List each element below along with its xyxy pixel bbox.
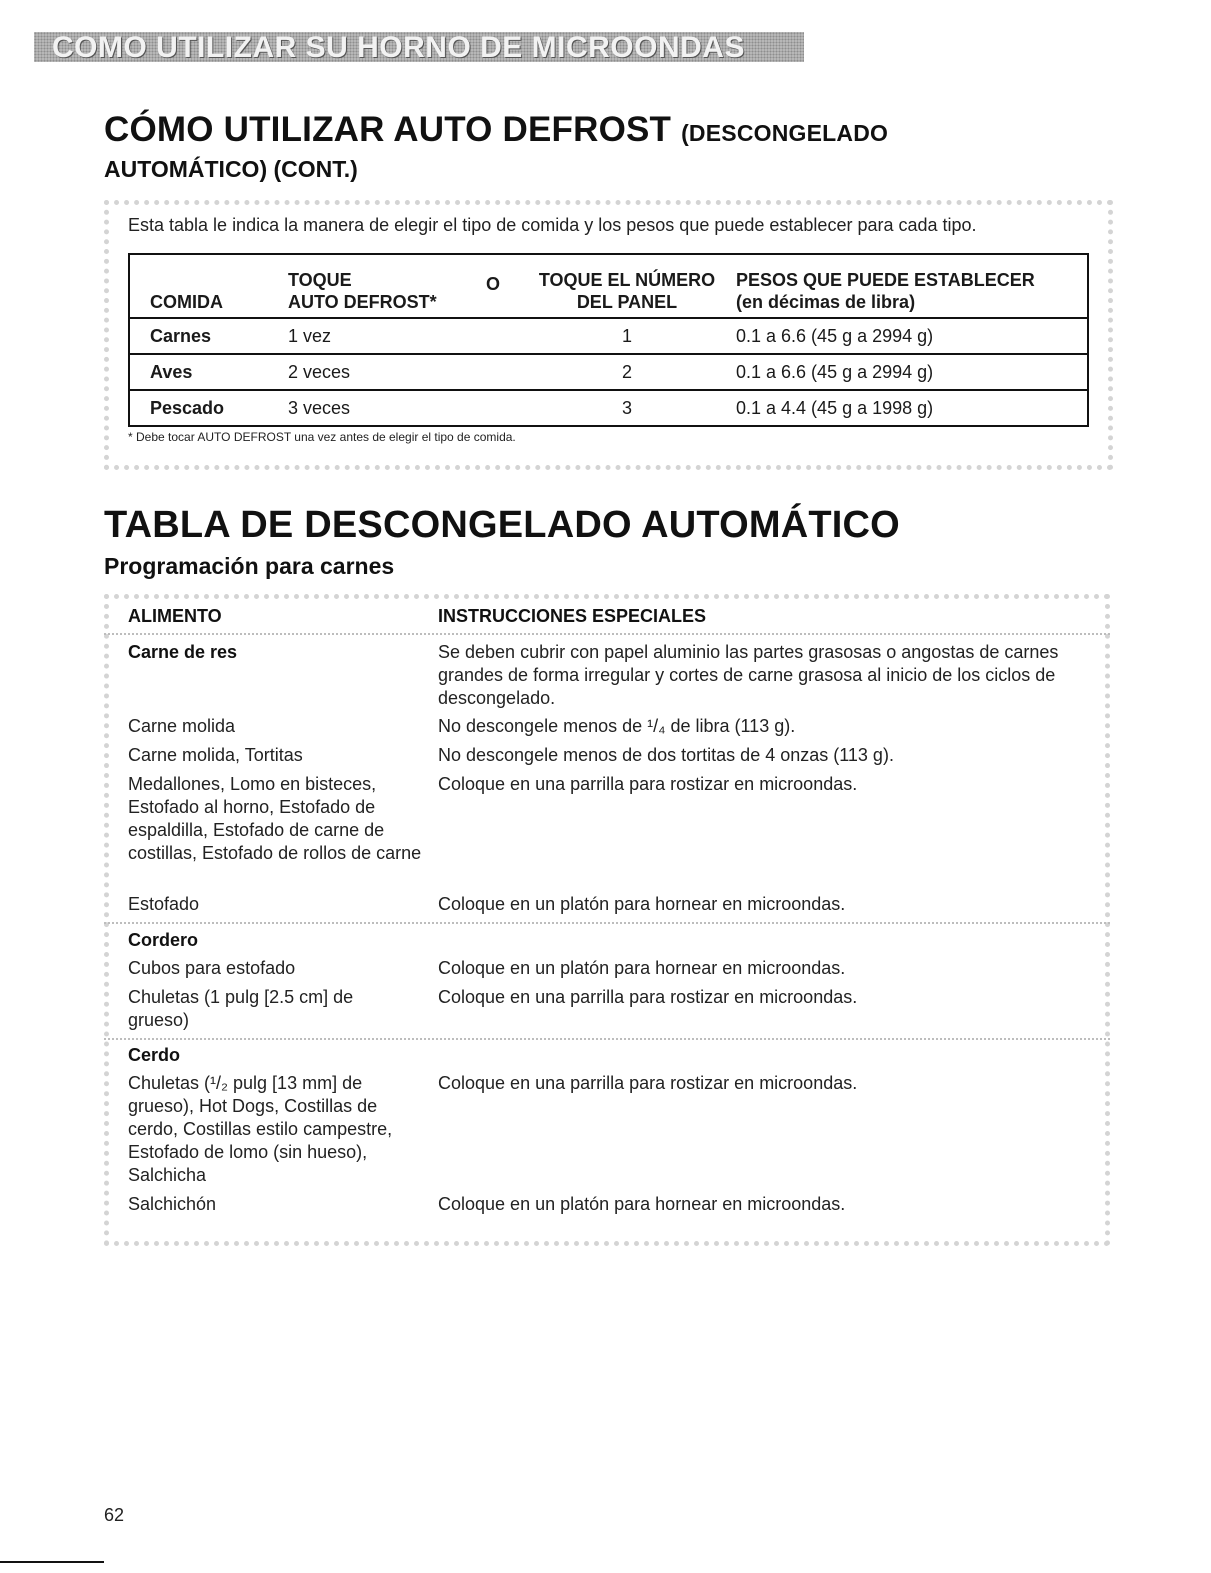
table-row (129, 354, 1088, 390)
divider (104, 922, 1110, 924)
item-food: Carne molida (128, 716, 236, 736)
auto-defrost-table (128, 253, 1089, 427)
item-food: Carne molida, Tortitas (128, 745, 303, 765)
row-weights: 0.1 a 4.4 (45 g a 1998 g) (736, 390, 1088, 426)
intro-text: Esta tabla le indica la manera de elegir el tipo de comida y los pesos que puede establecer para cada tipo. (128, 215, 977, 235)
item-instructions: Coloque en una parrilla para rostizar en microondas. (438, 774, 858, 794)
header-food: COMIDA (129, 254, 288, 318)
row-weights: 0.1 a 6.6 (45 g a 2994 g) (736, 354, 1088, 390)
header-touch: TOQUE AUTO DEFROST* (288, 254, 468, 318)
item-food: Chuletas (¹/₂ pulg [13 mm] de grueso), Hot Dogs, Costillas de cerdo, Costillas estilo campestre, Estofado de lomo (sin hueso), Salchicha (128, 1073, 393, 1185)
item-instructions: Coloque en una parrilla para rostizar en microondas. (438, 1073, 858, 1093)
item-instructions: Coloque en un platón para hornear en microondas. (438, 958, 846, 978)
item-instructions: Coloque en una parrilla para rostizar en microondas. (438, 987, 858, 1007)
section-title-line2: AUTOMÁTICO) (CONT.) (104, 156, 358, 182)
section-banner (34, 32, 804, 62)
row-weights: 0.1 a 6.6 (45 g a 2994 g) (736, 318, 1088, 354)
section-title (104, 110, 888, 150)
row-touch: 1 vez (288, 318, 468, 354)
item-food: Cubos para estofado (128, 958, 296, 978)
header-weights: PESOS QUE PUEDE ESTABLECER (en décimas de libra) (736, 254, 1088, 318)
table-row (129, 318, 1088, 354)
header-or: O (468, 254, 518, 318)
footnote: * Debe tocar AUTO DEFROST una vez antes de elegir el tipo de comida. (128, 430, 516, 444)
row-touch: 2 veces (288, 354, 468, 390)
item-food: Chuletas (1 pulg [2.5 cm] de grueso) (128, 987, 354, 1030)
item-instructions: No descongele menos de ¹/₄ de libra (113 g). (438, 716, 796, 736)
row-food: Aves (129, 354, 288, 390)
row-food: Carnes (129, 318, 288, 354)
row-touch: 3 veces (288, 390, 468, 426)
group-lamb: Cordero (128, 930, 199, 950)
group-beef-instructions: Se deben cubrir con papel aluminio las partes grasosas o angostas de carnes grandes de forma irregular y cortes de carne grasosa al inicio de los ciclos de descongelado. (438, 642, 1059, 708)
item-instructions: Coloque en un platón para hornear en microondas. (438, 894, 846, 914)
group-beef: Carne de res (128, 642, 238, 662)
table-title: TABLA DE DESCONGELADO AUTOMÁTICO (104, 504, 900, 546)
row-number: 1 (518, 318, 736, 354)
item-instructions: No descongele menos de dos tortitas de 4 onzas (113 g). (438, 745, 894, 765)
footer-rule (0, 1561, 104, 1563)
section-title-small: (DESCONGELADO (681, 120, 889, 146)
header-food: ALIMENTO (128, 606, 222, 626)
divider (104, 1038, 1110, 1040)
header-instructions: INSTRUCCIONES ESPECIALES (438, 606, 707, 626)
table-header-row (129, 254, 1088, 318)
row-number: 2 (518, 354, 736, 390)
banner-text: COMO UTILIZAR SU HORNO DE MICROONDAS (52, 31, 745, 64)
group-pork: Cerdo (128, 1045, 181, 1065)
row-number: 3 (518, 390, 736, 426)
item-food: Estofado (128, 894, 200, 914)
row-food: Pescado (129, 390, 288, 426)
table-subtitle: Programación para carnes (104, 553, 395, 579)
table-row (129, 390, 1088, 426)
page-number: 62 (104, 1505, 125, 1525)
section-title-main: CÓMO UTILIZAR AUTO DEFROST (104, 110, 672, 149)
item-food: Salchichón (128, 1194, 217, 1214)
divider (104, 633, 1110, 635)
item-instructions: Coloque en un platón para hornear en microondas. (438, 1194, 846, 1214)
header-number: TOQUE EL NÚMERO DEL PANEL (518, 254, 736, 318)
item-food: Medallones, Lomo en bisteces, Estofado al horno, Estofado de espaldilla, Estofado de carne de costillas, Estofado de rollos de carne (128, 774, 422, 863)
